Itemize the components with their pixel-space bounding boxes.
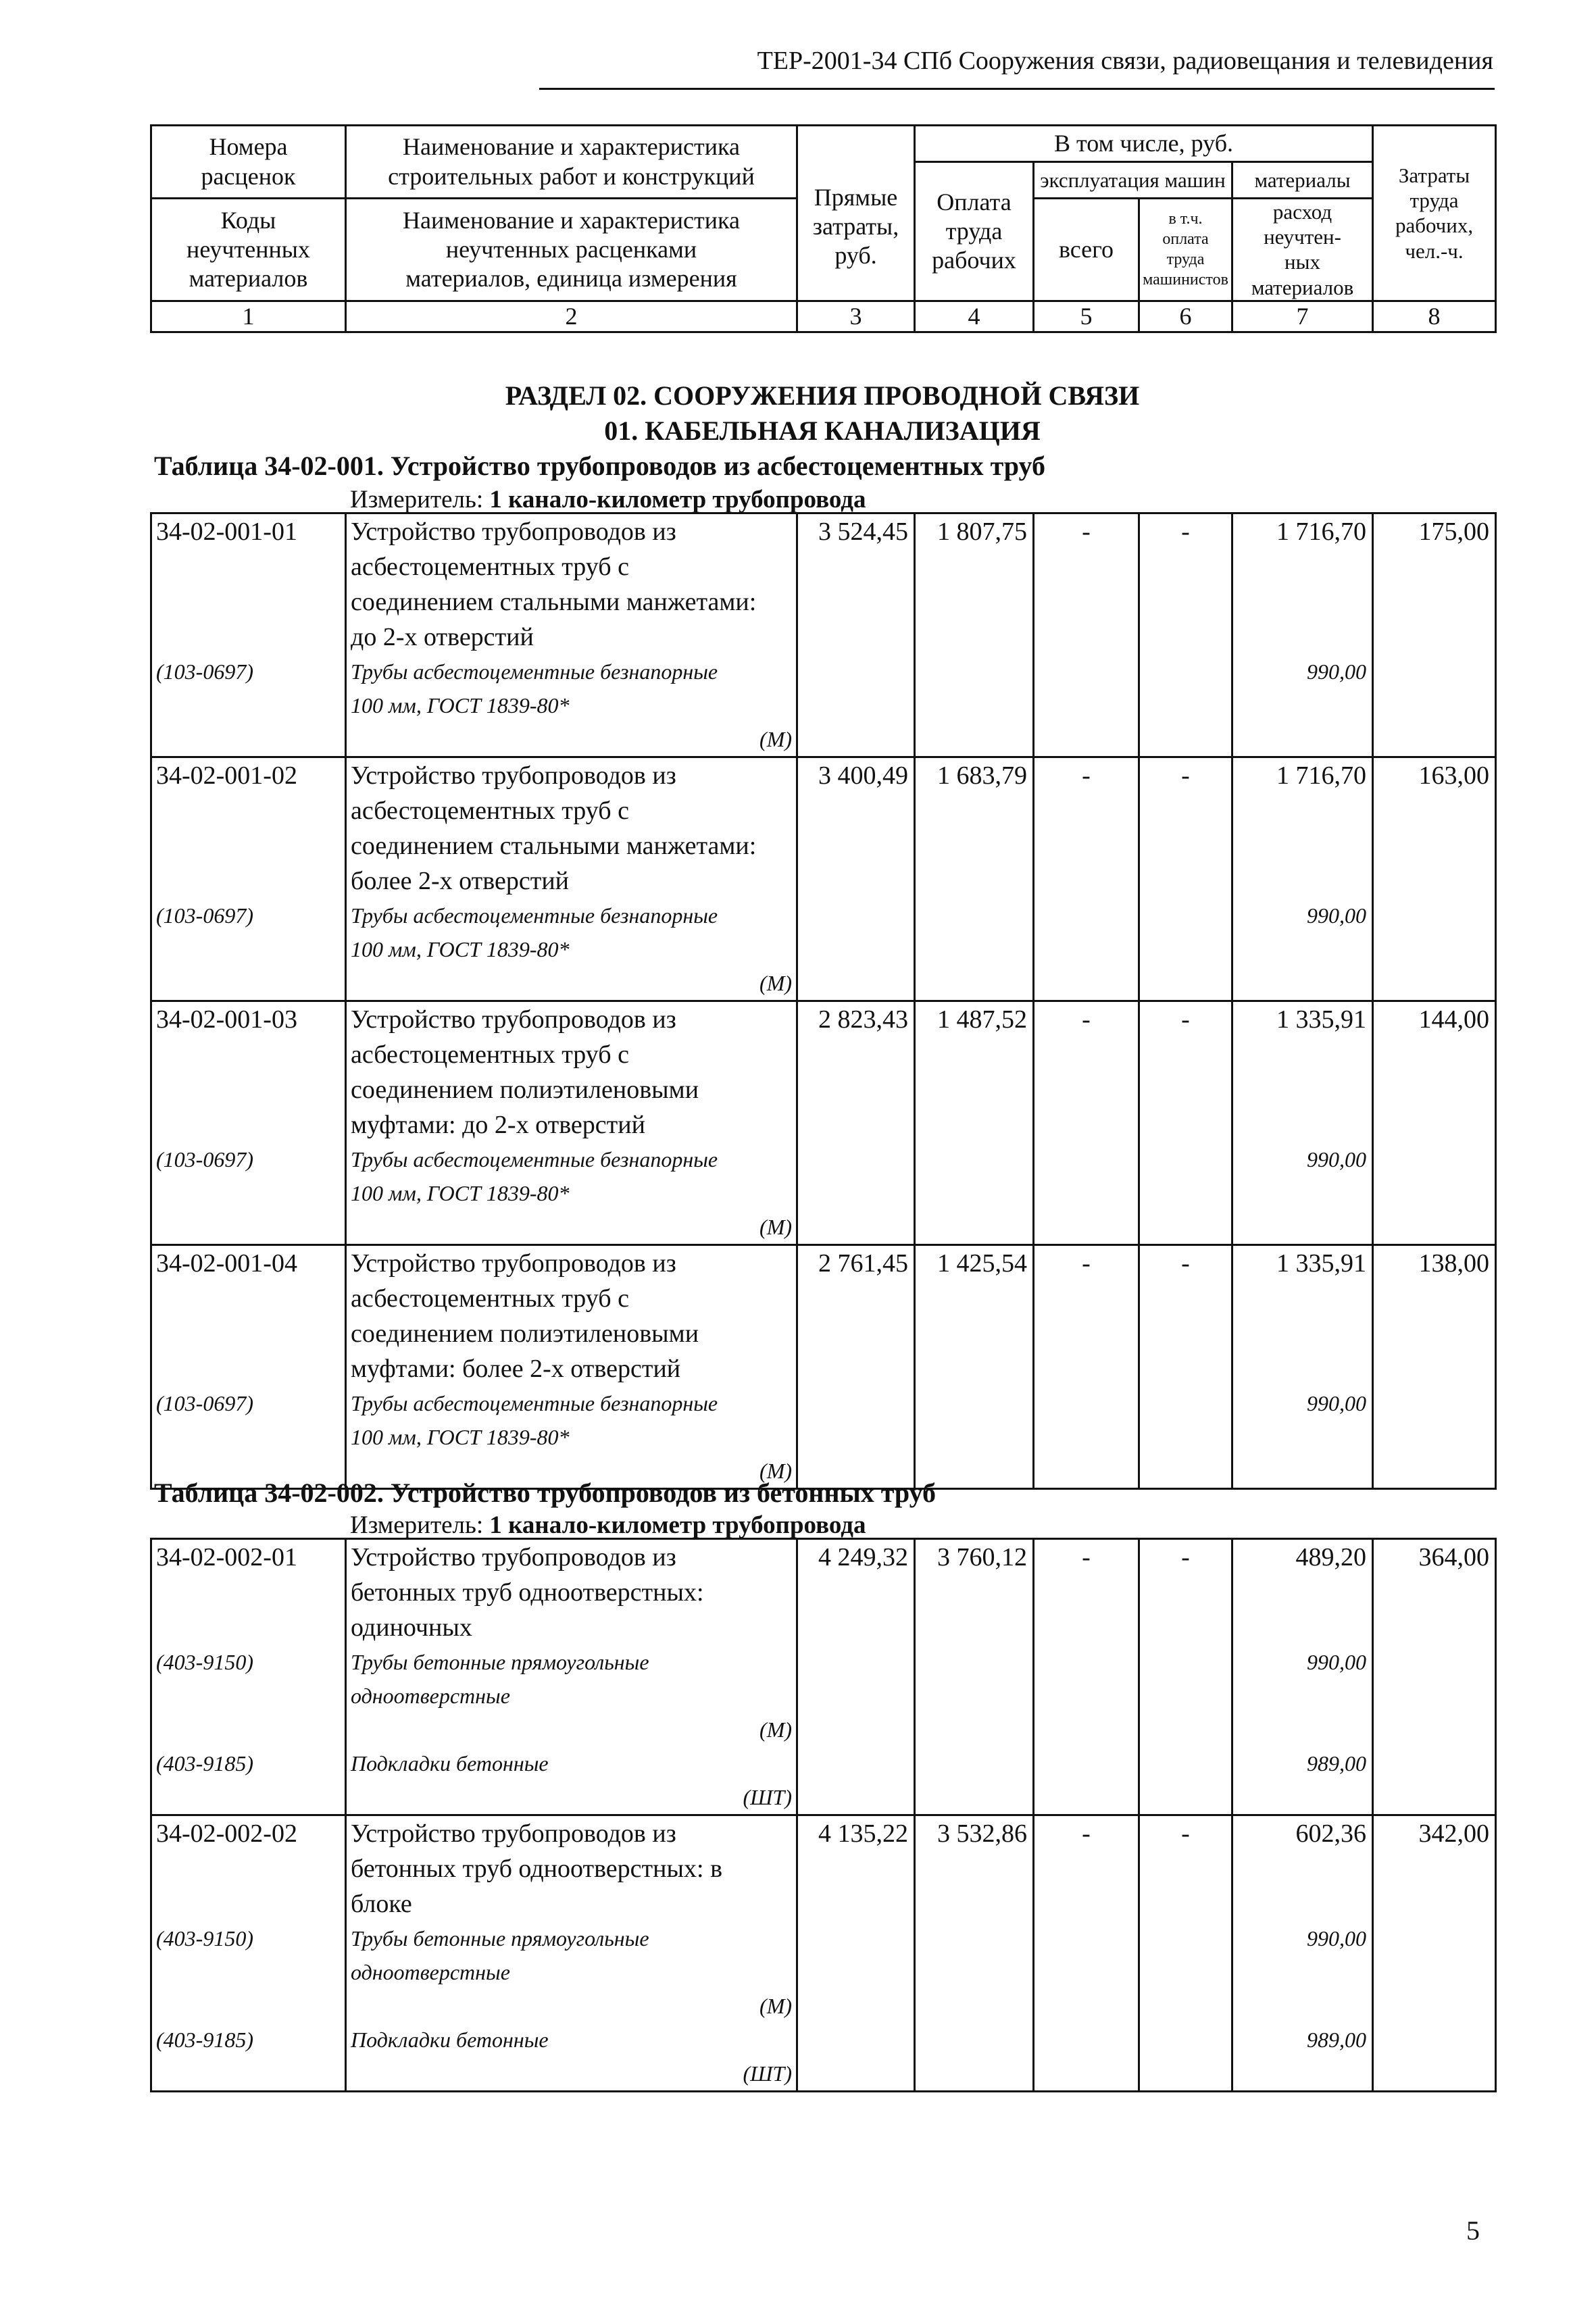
work-description: Устройство трубопроводов из асбестоцементных труб с соединением полиэтиленовыми муфтами: более 2-х отверстий: [351, 1249, 699, 1383]
column-number: 7: [1232, 301, 1373, 332]
work-description: Устройство трубопроводов из асбестоцементных труб с соединением полиэтиленовыми муфтами: до 2-х отверстий: [351, 1005, 699, 1139]
materials-value: 602,36: [1295, 1819, 1366, 1848]
column-number: 1: [151, 301, 346, 332]
material-unit: (ШТ): [743, 2061, 792, 2086]
table-title: Таблица 34-02-001. Устройство трубопроводов из асбестоцементных труб: [154, 451, 1045, 481]
material-code: (103-0697): [156, 1147, 253, 1172]
material-description: Трубы асбестоцементные безнапорные 100 мм, ГОСТ 1839-80*: [351, 903, 718, 961]
labor-pay-value: 1 425,54: [915, 1245, 1034, 1489]
material-code: (403-9150): [156, 1926, 253, 1951]
machinists-value: -: [1139, 513, 1232, 757]
work-description: Устройство трубопроводов из асбестоцементных труб с соединением стальными манжетами: более 2-х отверстий: [351, 761, 757, 895]
header-including-group: В том числе, руб.: [915, 126, 1373, 162]
table-measure: Измеритель: 1 канало-километр трубопровода: [350, 486, 866, 513]
material-price: 990,00: [1307, 1391, 1366, 1415]
rate-code: 34-02-001-02: [156, 761, 297, 790]
direct-costs-value: 2 823,43: [797, 1001, 915, 1245]
material-description: Подкладки бетонные: [351, 1751, 549, 1776]
rates-table-34-02-002: [150, 1538, 1497, 2092]
material-price: 989,00: [1307, 1751, 1366, 1776]
material-code: (403-9185): [156, 2028, 253, 2052]
labor-pay-value: 1 683,79: [915, 757, 1034, 1001]
material-description: Трубы бетонные прямоугольные одноотверстные: [351, 1650, 649, 1708]
material-unit: (М): [759, 1459, 792, 1483]
header-material-codes: Коды неучтенных материалов: [151, 199, 346, 301]
machinists-value: -: [1139, 1539, 1232, 1815]
header-machinist-pay: в т.ч. оплата труда машинистов: [1139, 199, 1232, 301]
labor-pay-value: 3 532,86: [915, 1815, 1034, 2092]
machines-value: -: [1034, 1815, 1139, 2092]
labor-pay-value: 3 760,12: [915, 1539, 1034, 1815]
section-title: РАЗДЕЛ 02. СООРУЖЕНИЯ ПРОВОДНОЙ СВЯЗИ: [505, 380, 1140, 411]
materials-value: 1 335,91: [1276, 1005, 1366, 1034]
rate-code: 34-02-001-03: [156, 1005, 297, 1034]
labor-pay-value: 1 487,52: [915, 1001, 1034, 1245]
column-number: 3: [797, 301, 915, 332]
material-description: Трубы асбестоцементные безнапорные 100 мм, ГОСТ 1839-80*: [351, 1391, 718, 1449]
header-unaccounted-materials: расход неучтен- ных материалов: [1232, 199, 1373, 301]
labor-hours-value: 163,00: [1373, 757, 1496, 1001]
material-price: 990,00: [1307, 1650, 1366, 1674]
machines-value: -: [1034, 1001, 1139, 1245]
material-unit: (М): [759, 727, 792, 751]
material-price: 989,00: [1307, 2028, 1366, 2052]
table-title: Таблица 34-02-002. Устройство трубопроводов из бетонных труб: [154, 1478, 937, 1508]
material-description: Подкладки бетонные: [351, 2028, 549, 2052]
subsection-title: 01. КАБЕЛЬНАЯ КАНАЛИЗАЦИЯ: [604, 416, 1041, 446]
material-unit: (ШТ): [743, 1785, 792, 1809]
materials-value: 1 716,70: [1276, 518, 1366, 546]
work-description: Устройство трубопроводов из асбестоцементных труб с соединением стальными манжетами: до 2-х отверстий: [351, 518, 757, 651]
rate-code: 34-02-001-04: [156, 1249, 297, 1278]
running-header-title: ТЕР-2001-34 СПб Сооружения связи, радиовещания и телевидения: [757, 47, 1493, 75]
materials-value: 1 335,91: [1276, 1249, 1366, 1278]
material-price: 990,00: [1307, 659, 1366, 684]
table-row: [151, 1001, 1496, 1245]
material-price: 990,00: [1307, 903, 1366, 928]
material-description: Трубы асбестоцементные безнапорные 100 мм, ГОСТ 1839-80*: [351, 1147, 718, 1205]
column-number: 6: [1139, 301, 1232, 332]
labor-pay-value: 1 807,75: [915, 513, 1034, 757]
rates-table-34-02-001: [150, 512, 1497, 1490]
material-code: (103-0697): [156, 659, 253, 684]
material-unit: (М): [759, 1717, 792, 1742]
header-work-name: Наименование и характеристика строительных работ и конструкций: [346, 126, 797, 199]
material-code: (403-9150): [156, 1650, 253, 1674]
labor-hours-value: 138,00: [1373, 1245, 1496, 1489]
header-machines-total: всего: [1034, 199, 1139, 301]
material-price: 990,00: [1307, 1926, 1366, 1951]
header-rate-numbers: Номера расценок: [151, 126, 346, 199]
work-description: Устройство трубопроводов из бетонных труб одноотверстных: одиночных: [351, 1543, 704, 1642]
machines-value: -: [1034, 513, 1139, 757]
column-number: 8: [1373, 301, 1496, 332]
material-unit: (М): [759, 1215, 792, 1239]
column-number: 4: [915, 301, 1034, 332]
materials-value: 1 716,70: [1276, 761, 1366, 790]
machinists-value: -: [1139, 1245, 1232, 1489]
machinists-value: -: [1139, 1815, 1232, 2092]
labor-hours-value: 364,00: [1373, 1539, 1496, 1815]
direct-costs-value: 3 400,49: [797, 757, 915, 1001]
machines-value: -: [1034, 757, 1139, 1001]
table-row: [151, 1815, 1496, 2092]
machines-value: -: [1034, 1539, 1139, 1815]
direct-costs-value: 3 524,45: [797, 513, 915, 757]
table-row: [151, 1539, 1496, 1815]
header-material-name: Наименование и характеристика неучтенных расценками материалов, единица измерения: [346, 199, 797, 301]
machinists-value: -: [1139, 757, 1232, 1001]
direct-costs-value: 2 761,45: [797, 1245, 915, 1489]
machinists-value: -: [1139, 1001, 1232, 1245]
rate-code: 34-02-001-01: [156, 518, 297, 546]
material-code: (103-0697): [156, 903, 253, 928]
material-code: (403-9185): [156, 1751, 253, 1776]
rate-code: 34-02-002-01: [156, 1543, 297, 1571]
table-row: [151, 513, 1496, 757]
column-header-table: [150, 124, 1497, 333]
work-description: Устройство трубопроводов из бетонных труб одноотверстных: в блоке: [351, 1819, 723, 1918]
table-row: [151, 1245, 1496, 1489]
material-price: 990,00: [1307, 1147, 1366, 1172]
table-row: [151, 757, 1496, 1001]
rate-code: 34-02-002-02: [156, 1819, 297, 1848]
header-machines-group: эксплуатация машин: [1034, 162, 1232, 199]
material-description: Трубы асбестоцементные безнапорные 100 мм, ГОСТ 1839-80*: [351, 659, 718, 718]
material-code: (103-0697): [156, 1391, 253, 1415]
table-measure: Измеритель: 1 канало-километр трубопровода: [350, 1511, 866, 1539]
header-labor-hours: Затраты труда рабочих, чел.-ч.: [1373, 126, 1496, 301]
direct-costs-value: 4 135,22: [797, 1815, 915, 2092]
direct-costs-value: 4 249,32: [797, 1539, 915, 1815]
labor-hours-value: 175,00: [1373, 513, 1496, 757]
labor-hours-value: 144,00: [1373, 1001, 1496, 1245]
header-materials-group: материалы: [1232, 162, 1373, 199]
materials-value: 489,20: [1295, 1543, 1366, 1571]
column-number: 5: [1034, 301, 1139, 332]
material-unit: (М): [759, 1994, 792, 2018]
machines-value: -: [1034, 1245, 1139, 1489]
column-number: 2: [346, 301, 797, 332]
header-direct-costs: Прямые затраты, руб.: [797, 126, 915, 301]
labor-hours-value: 342,00: [1373, 1815, 1496, 2092]
page-number: 5: [1466, 2215, 1480, 2246]
material-description: Трубы бетонные прямоугольные одноотверстные: [351, 1926, 649, 1984]
header-rule: [539, 88, 1495, 90]
material-unit: (М): [759, 971, 792, 995]
header-worker-pay: Оплата труда рабочих: [915, 162, 1034, 301]
